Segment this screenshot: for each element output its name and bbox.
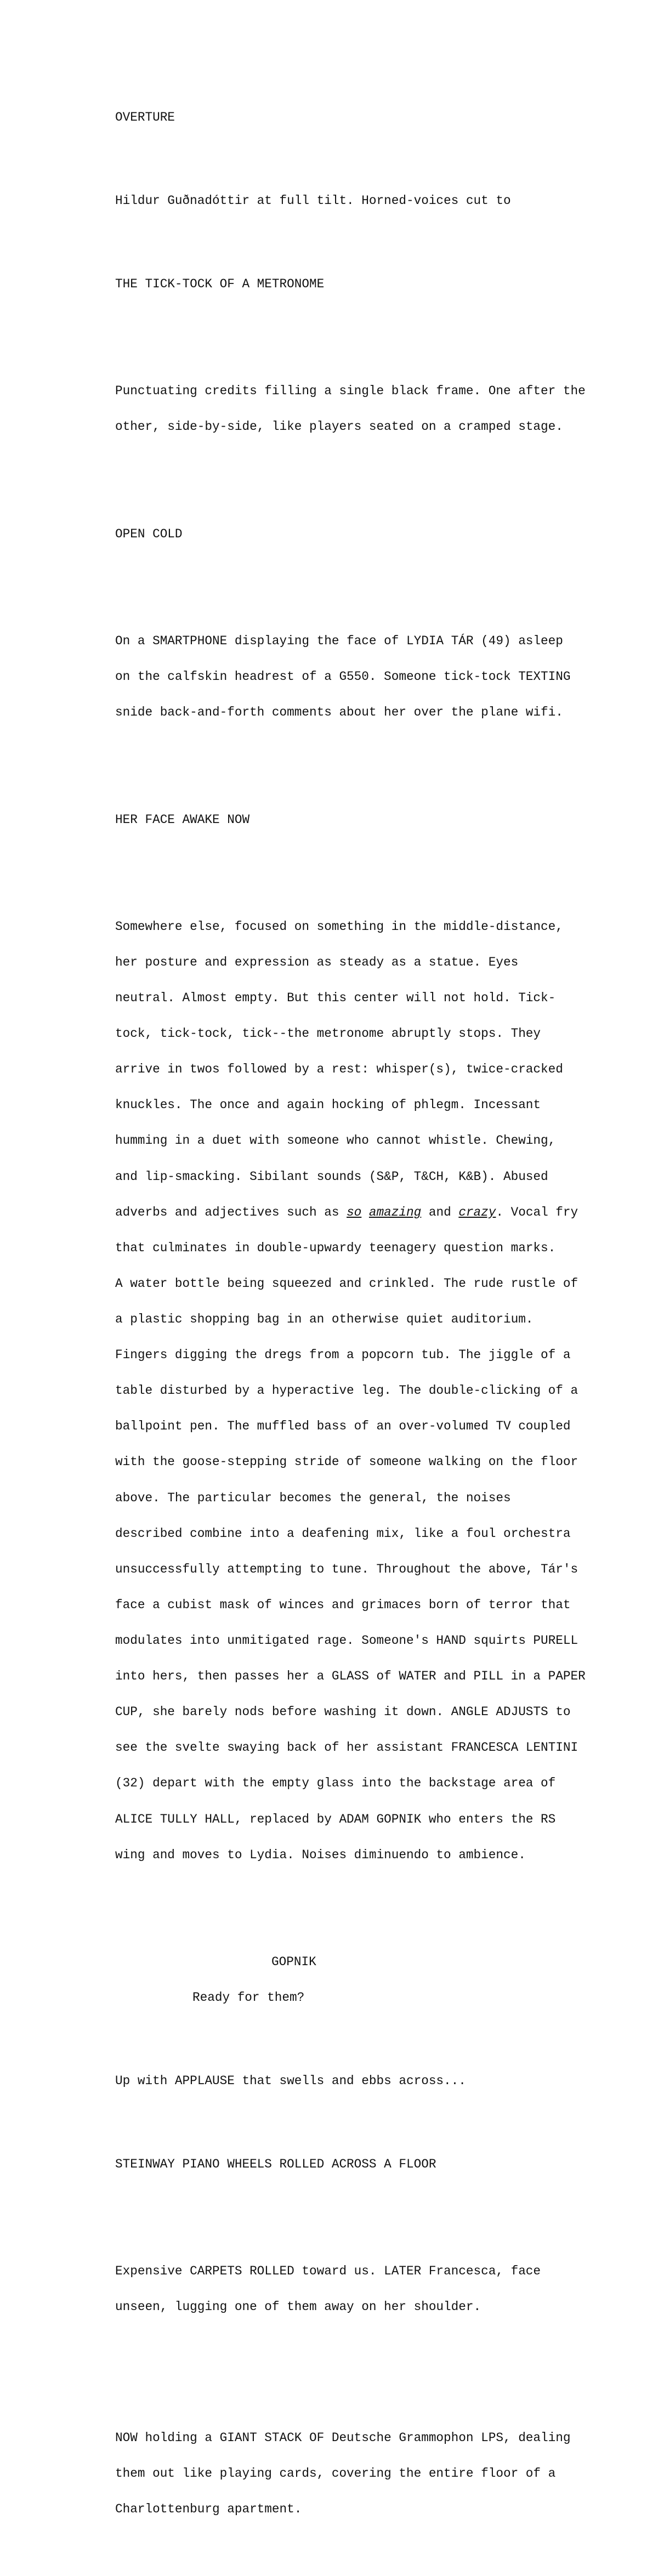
text-run (361, 1205, 369, 1219)
action-line: face a cubist mask of winces and grimaces born of terror that (115, 1597, 571, 1612)
heading-face-awake: HER FACE AWAKE NOW (115, 812, 250, 827)
action-line-emphasis (115, 1207, 609, 1219)
spacer (115, 481, 609, 493)
action-line: arrive in twos followed by a rest: whisper(s), twice-cracked (115, 1062, 563, 1077)
emphasis-so: so (347, 1205, 362, 1219)
action-line: On a SMARTPHONE displaying the face of LYDIA TÁR (49) asleep (115, 633, 563, 648)
action-paragraph (115, 2409, 609, 2540)
action-line: above. The particular becomes the general, the noises (115, 1490, 511, 1505)
action-paragraph: Up with APPLAUSE that swells and ebbs across... (115, 2073, 466, 2088)
action-line: neutral. Almost empty. But this center will not hold. Tick- (115, 991, 556, 1006)
heading-steinway: STEINWAY PIANO WHEELS ROLLED ACROSS A FLOOR (115, 2157, 436, 2171)
action-line: humming in a duet with someone who cannot whistle. Chewing, (115, 1133, 556, 1148)
action-line: that culminates in double-upwardy teenagery question marks. (115, 1240, 556, 1255)
text-run: and (421, 1205, 459, 1219)
action-line: Punctuating credits filling a single black frame. One after the (115, 384, 586, 399)
action-paragraph (115, 612, 609, 743)
spacer (115, 147, 609, 160)
action-line: (32) depart with the empty glass into the backstage area of (115, 1776, 556, 1791)
heading-open-cold: OPEN COLD (115, 526, 183, 541)
dialogue-gopnik: Ready for them? (192, 1990, 305, 2005)
spacer (115, 1909, 609, 1921)
text-run: . Vocal fry (496, 1205, 578, 1219)
action-line: tock, tick-tock, tick--the metronome abruptly stops. They (115, 1026, 541, 1041)
action-paragraph: Hildur Guðnadóttir at full tilt. Horned-voices cut to (115, 194, 511, 208)
action-line: ballpoint pen. The muffled bass of an over-volumed TV coupled (115, 1419, 571, 1434)
action-line: CUP, she barely nods before washing it down. ANGLE ADJUSTS to (115, 1705, 571, 1720)
action-line: NOW holding a GIANT STACK OF Deutsche Grammophon LPS, dealing (115, 2431, 571, 2446)
action-line: table disturbed by a hyperactive leg. The double-clicking of a (115, 1383, 578, 1398)
action-line: unseen, lugging one of them away on her shoulder. (115, 2300, 481, 2314)
action-line: snide back-and-forth comments about her over the plane wifi. (115, 705, 563, 720)
screenplay-body (115, 76, 609, 2575)
emphasis-amazing: amazing (368, 1205, 422, 1219)
action-line: modulates into unmitigated rage. Someone's HAND squirts PURELL (115, 1633, 578, 1648)
character-cue-gopnik: GOPNIK (271, 1954, 316, 1969)
action-line: see the svelte swaying back of her assistant FRANCESCA LENTINI (115, 1740, 578, 1755)
action-line: unsuccessfully attempting to tune. Throughout the above, Tár's (115, 1562, 578, 1576)
spacer (115, 2111, 609, 2123)
action-line: and lip-smacking. Sibilant sounds (S&P, T&CH, K&B). Abused (115, 1169, 548, 1184)
action-line: her posture and expression as steady as a statue. Eyes (115, 955, 519, 969)
spacer (115, 2194, 609, 2206)
action-line: described combine into a deafening mix, like a foul orchestra (115, 1526, 571, 1541)
action-line: on the calfskin headrest of a G550. Someone tick-tock TEXTING (115, 669, 571, 684)
action-line: Expensive CARPETS ROLLED toward us. LATER Francesca, face (115, 2264, 541, 2279)
action-line: other, side-by-side, like players seated on a cramped stage. (115, 419, 563, 434)
action-line: Somewhere else, focused on something in the middle-distance, (115, 919, 563, 934)
spacer (115, 2028, 609, 2040)
action-line: a plastic shopping bag in an otherwise quiet auditorium. (115, 1312, 534, 1327)
heading-overture: OVERTURE (115, 110, 175, 125)
spacer (115, 850, 609, 862)
spacer (115, 2361, 609, 2373)
action-line: into hers, then passes her a GLASS of WATER and PILL in a PAPER (115, 1669, 586, 1684)
action-line: ALICE TULLY HALL, replaced by ADAM GOPNIK who enters the RS (115, 1812, 556, 1826)
action-paragraph (115, 2242, 609, 2337)
action-line: with the goose-stepping stride of someone walking on the floor (115, 1455, 578, 1469)
action-line: Charlottenburg apartment. (115, 2502, 302, 2517)
action-line: them out like playing cards, covering the entire floor of a (115, 2466, 556, 2481)
emphasis-crazy: crazy (458, 1205, 496, 1219)
spacer (115, 314, 609, 326)
action-paragraph (115, 362, 609, 457)
heading-metronome: THE TICK-TOCK OF A METRONOME (115, 276, 325, 291)
action-paragraph (115, 897, 609, 1885)
text-run: adverbs and adjectives such as (115, 1205, 347, 1219)
action-line: A water bottle being squeezed and crinkled. The rude rustle of (115, 1276, 578, 1291)
spacer (115, 767, 609, 779)
action-line: knuckles. The once and again hocking of phlegm. Incessant (115, 1098, 541, 1113)
spacer (115, 564, 609, 576)
action-line: wing and moves to Lydia. Noises diminuendo to ambience. (115, 1847, 526, 1862)
spacer (115, 231, 609, 243)
action-line: Fingers digging the dregs from a popcorn tub. The jiggle of a (115, 1348, 571, 1363)
